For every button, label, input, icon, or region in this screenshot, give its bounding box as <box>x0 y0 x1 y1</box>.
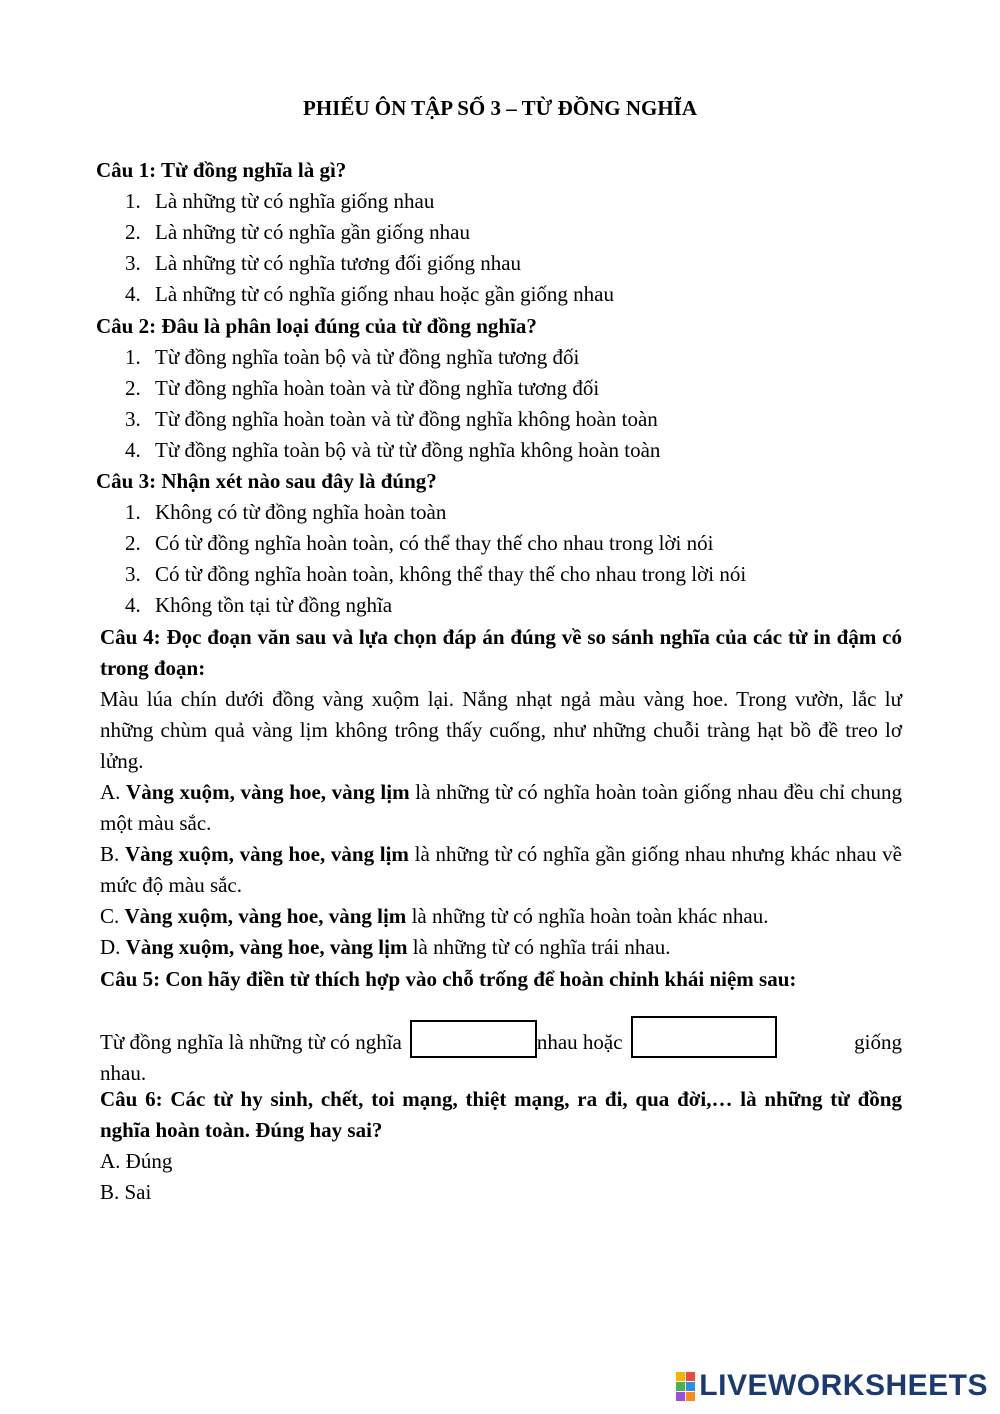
logo-tile <box>676 1392 685 1401</box>
answer-blank-1[interactable] <box>410 1020 537 1058</box>
q3-option-2[interactable]: 2. Có từ đồng nghĩa hoàn toàn, có thể thay thế cho nhau trong lời nói <box>125 531 714 555</box>
bold-words: Vàng xuộm, vàng hoe, vàng lịm <box>125 935 408 959</box>
logo-tile <box>676 1372 685 1381</box>
q2-option-1[interactable]: 1. Từ đồng nghĩa toàn bộ và từ đồng nghĩa tương đối <box>125 345 580 369</box>
q1-option-4[interactable]: 4. Là những từ có nghĩa giống nhau hoặc gần giống nhau <box>125 282 614 306</box>
q6-option-b[interactable]: B. Sai <box>100 1180 152 1204</box>
question-5: Câu 5: Con hãy điền từ thích hợp vào chỗ trống để hoàn chỉnh khái niệm sau: <box>100 967 797 991</box>
bold-words: Vàng xuộm, vàng hoe, vàng lịm <box>126 780 410 804</box>
q3-option-4[interactable]: 4. Không tồn tại từ đồng nghĩa <box>125 593 393 617</box>
q4-option-d[interactable]: D. Vàng xuộm, vàng hoe, vàng lịm là những từ có nghĩa trái nhau. <box>100 935 671 959</box>
q4-option-b[interactable]: B. Vàng xuộm, vàng hoe, vàng lịm là những từ có nghĩa gần giống nhau nhưng khác nhau về mức độ màu sắc. <box>100 842 903 897</box>
question-1: Câu 1: Từ đồng nghĩa là gì? <box>96 158 347 182</box>
question-4: Câu 4: Đọc đoạn văn sau và lựa chọn đáp án đúng về so sánh nghĩa của các từ in đậm có trong đoạn: <box>100 625 902 680</box>
question-3: Câu 3: Nhận xét nào sau đây là đúng? <box>96 469 437 493</box>
page-title: PHIẾU ÔN TẬP SỐ 3 – TỪ ĐỒNG NGHĨA <box>303 96 697 120</box>
q3-option-3[interactable]: 3. Có từ đồng nghĩa hoàn toàn, không thể thay thế cho nhau trong lời nói <box>125 562 747 586</box>
answer-blank-2[interactable] <box>631 1016 777 1058</box>
question-4-passage: Màu lúa chín dưới đồng vàng xuộm lại. Nắng nhạt ngả màu vàng hoe. Trong vườn, lắc lư những chùm quả vàng lịm không trông thấy cuống, như những chuỗi tràng hạt bồ đề treo lơ lửng. <box>100 687 902 773</box>
question-2-options <box>125 342 660 466</box>
q2-option-3[interactable]: 3. Từ đồng nghĩa hoàn toàn và từ đồng nghĩa không hoàn toàn <box>125 407 658 431</box>
liveworksheets-logo <box>676 1364 988 1408</box>
question-3-options <box>125 497 746 621</box>
q6-option-a[interactable]: A. Đúng <box>100 1149 173 1173</box>
q4-option-c[interactable]: C. Vàng xuộm, vàng hoe, vàng lịm là những từ có nghĩa hoàn toàn khác nhau. <box>100 904 769 928</box>
question-1-options <box>125 186 614 310</box>
q4-option-a[interactable]: A. Vàng xuộm, vàng hoe, vàng lịm là những từ có nghĩa hoàn toàn giống nhau đều chỉ chung một màu sắc. <box>100 780 902 835</box>
logo-tile <box>686 1382 695 1391</box>
q3-option-1[interactable]: 1. Không có từ đồng nghĩa hoàn toàn <box>125 500 447 524</box>
q1-option-3[interactable]: 3. Là những từ có nghĩa tương đối giống nhau <box>125 251 522 275</box>
logo-text: LIVEWORKSHEETS <box>699 1369 988 1402</box>
logo-tile <box>676 1382 685 1391</box>
bold-words: Vàng xuộm, vàng hoe, vàng lịm <box>124 842 409 866</box>
logo-mark-icon <box>676 1372 695 1401</box>
q1-option-2[interactable]: 2. Là những từ có nghĩa gần giống nhau <box>125 220 470 244</box>
logo-tile <box>686 1372 695 1381</box>
q2-option-2[interactable]: 2. Từ đồng nghĩa hoàn toàn và từ đồng nghĩa tương đối <box>125 376 600 400</box>
question-6: Câu 6: Các từ hy sinh, chết, toi mạng, thiệt mạng, ra đi, qua đời,… là những từ đồng nghĩa hoàn toàn. Đúng hay sai? <box>100 1087 902 1142</box>
question-5-fill-sentence: Từ đồng nghĩa là những từ có nghĩa nhau hoặc giống nhau. <box>100 1014 902 1089</box>
bold-words: Vàng xuộm, vàng hoe, vàng lịm <box>124 904 407 928</box>
logo-tile <box>686 1392 695 1401</box>
question-2: Câu 2: Đâu là phân loại đúng của từ đồng nghĩa? <box>96 314 537 338</box>
q1-option-1[interactable]: 1. Là những từ có nghĩa giống nhau <box>125 189 435 213</box>
q2-option-4[interactable]: 4. Từ đồng nghĩa toàn bộ và từ từ đồng nghĩa không hoàn toàn <box>125 438 661 462</box>
